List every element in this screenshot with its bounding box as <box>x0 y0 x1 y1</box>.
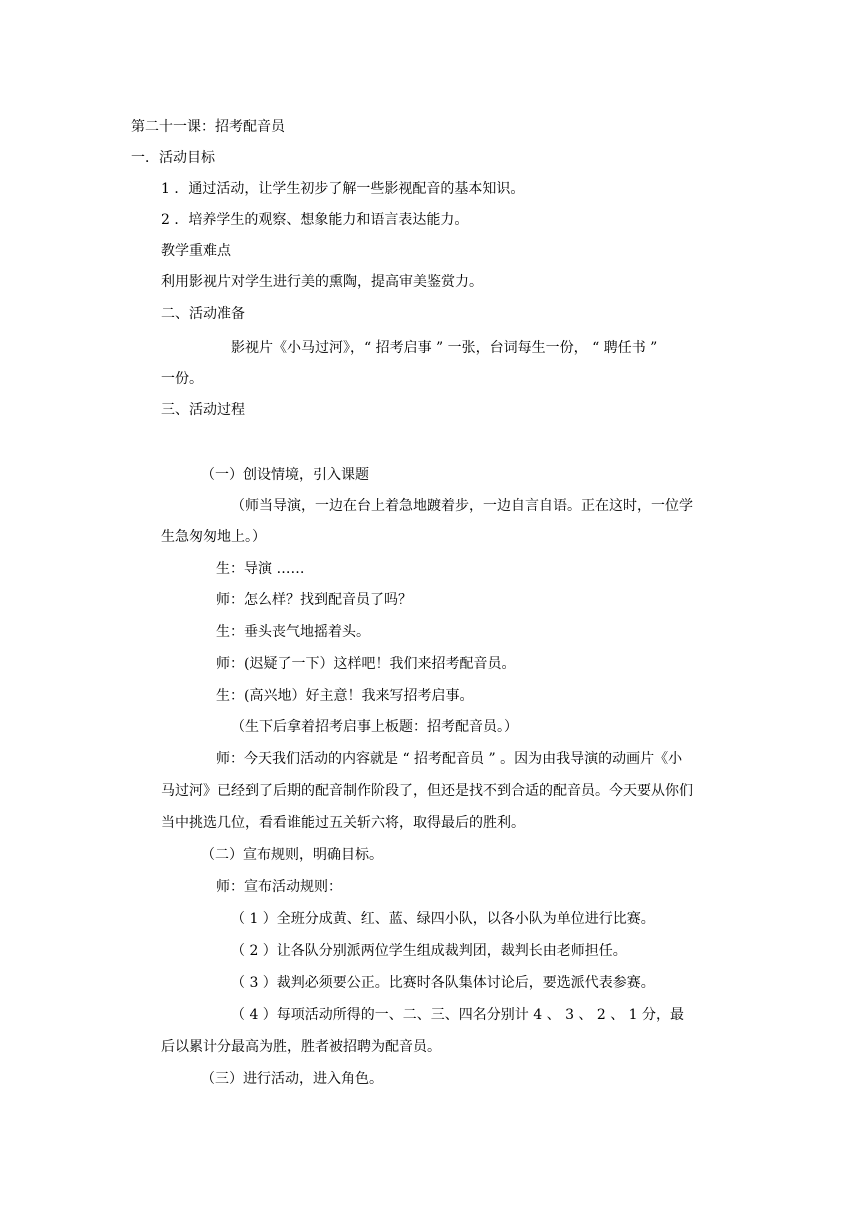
dialogue-line-4: 师：(迟疑了一下）这样吧！我们来招考配音员。 <box>216 656 516 672</box>
step-heading-1: （一）创设情境，引入课题 <box>201 467 369 483</box>
teacher-speech-line-3: 当中挑选几位，看看谁能过五关斩六将，取得最后的胜利。 <box>161 815 525 831</box>
key-points-text: 利用影视片对学生进行美的熏陶，提高审美鉴赏力。 <box>161 274 483 290</box>
stage-direction-2: （生下后拿着招考启事上板题：招考配音员。） <box>231 719 518 735</box>
section-heading-goals: 一．活动目标 <box>131 150 215 166</box>
rule-item-3: （ 3 ）裁判必须要公正。比赛时各队集体讨论后，要选派代表参赛。 <box>231 975 655 991</box>
preparation-line-2: 一份。 <box>161 371 203 387</box>
preparation-line-1: 影视片《小马过河》，“ 招考启事 ” 一张，台词每生一份， “ 聘任书 ” <box>231 340 658 356</box>
teacher-speech-line-1: 师：今天我们活动的内容就是 “ 招考配音员 ” 。因为由我导演的动画片《小 <box>216 751 683 767</box>
rule-item-4-line-2: 后以累计分最高为胜，胜者被招聘为配音员。 <box>161 1039 441 1055</box>
rule-item-4-line-1: （ 4 ）每项活动所得的一、二、三、四名分别计 4 、 3 、 2 、 1 分，最 <box>231 1007 685 1023</box>
dialogue-line-3: 生：垂头丧气地摇着头。 <box>216 624 370 640</box>
step-heading-2: （二）宣布规则，明确目标。 <box>201 847 383 863</box>
dialogue-line-2: 师：怎么样？找到配音员了吗？ <box>216 592 412 608</box>
rules-intro: 师：宣布活动规则： <box>216 879 342 895</box>
lesson-title: 第二十一课：招考配音员 <box>131 119 285 135</box>
rule-item-2: （ 2 ）让各队分别派两位学生组成裁判团，裁判长由老师担任。 <box>231 943 627 959</box>
section-heading-preparation: 二、活动准备 <box>161 306 245 322</box>
goal-item-2: 2 ．培养学生的观察、想象能力和语言表达能力。 <box>161 212 469 228</box>
rule-item-1: （ 1 ）全班分成黄、红、蓝、绿四小队，以各小队为单位进行比赛。 <box>231 911 655 927</box>
section-heading-process: 三、活动过程 <box>161 402 245 418</box>
dialogue-line-1: 生：导演 …… <box>216 561 305 577</box>
step-heading-3: （三）进行活动，进入角色。 <box>201 1071 383 1087</box>
stage-direction-1-line-2: 生急匆匆地上。） <box>161 529 266 545</box>
teacher-speech-line-2: 马过河》已经到了后期的配音制作阶段了，但还是找不到合适的配音员。今天要从你们 <box>161 783 693 799</box>
key-points-heading: 教学重难点 <box>161 243 231 259</box>
goal-item-1: 1 ．通过活动，让学生初步了解一些影视配音的基本知识。 <box>161 181 525 197</box>
dialogue-line-5: 生：(高兴地）好主意！我来写招考启事。 <box>216 688 474 704</box>
stage-direction-1-line-1: （师当导演，一边在台上着急地踱着步，一边自言自语。正在这时，一位学 <box>231 498 693 514</box>
